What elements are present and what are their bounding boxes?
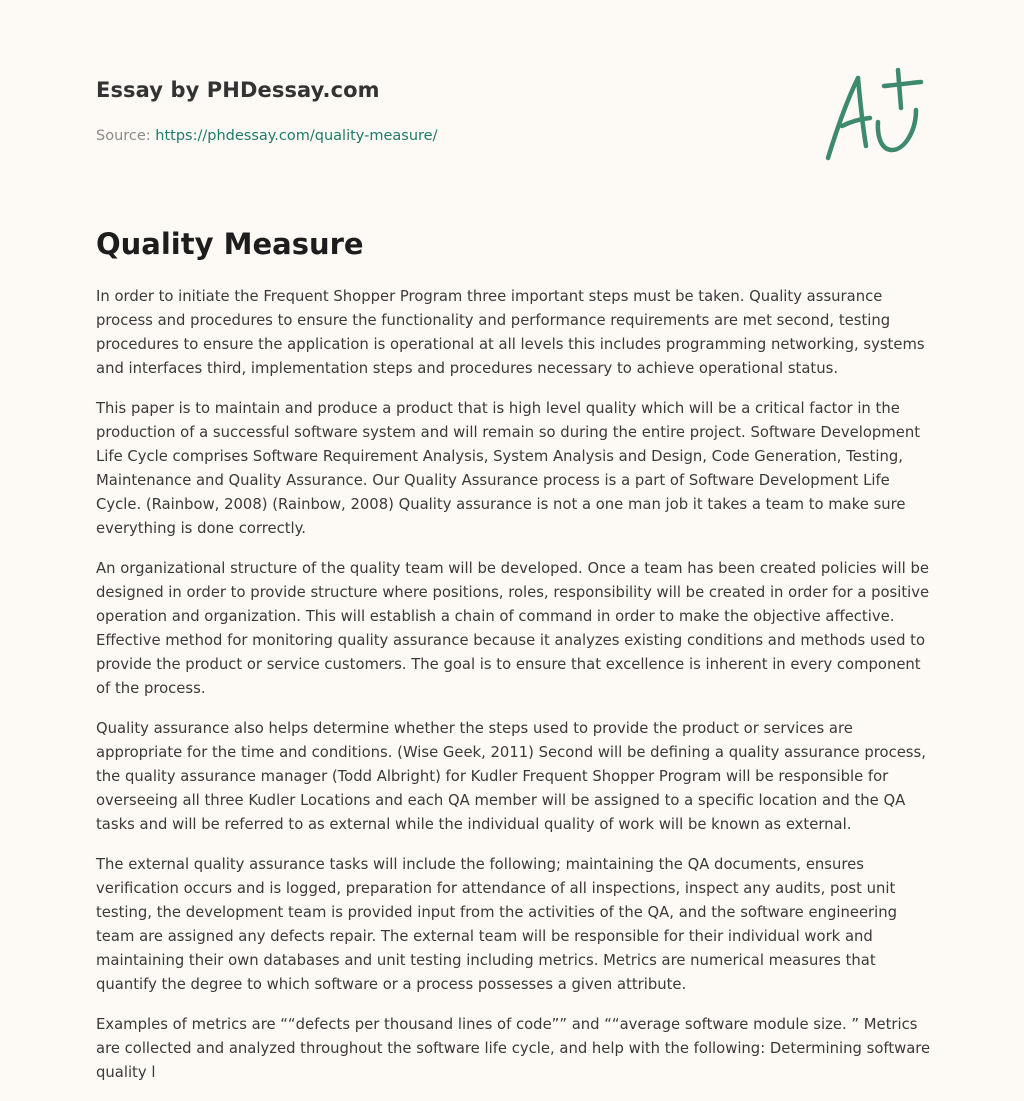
essay-body <box>96 285 932 1101</box>
source-line <box>96 126 796 146</box>
source-link[interactable]: https://phdessay.com/quality-measure/ <box>155 128 438 144</box>
essay-paragraph: This paper is to maintain and produce a product that is high level quality which will be a critical factor in the production of a successful software system and will remain so during the entire project. Software Development Life Cycle comprises Software Requirement Analysis, System Analysis and Design, Code Generation, Testing, Maintenance and Quality Assurance. Our Quality Assurance process is a part of Software Development Life Cycle. (Rainbow, 2008) (Rainbow, 2008) Quality assurance is not a one man job it takes a team to make sure everything is done correctly. <box>96 400 920 537</box>
essay-paragraph: An organizational structure of the quality team will be developed. Once a team has been created policies will be designed in order to provide structure where positions, roles, responsibility will be created in order for a positive operation and organization. This will establish a chain of command in order to make the objective affective. Effective method for monitoring quality assurance because it analyzes existing conditions and methods used to provide the product or service customers. The goal is to ensure that excellence is inherent in every component of the process. <box>96 560 930 697</box>
site-title: Essay by PHDessay.com <box>96 78 380 102</box>
essay-paragraph: Quality assurance also helps determine whether the steps used to provide the product or services are appropriate for the time and conditions. (Wise Geek, 2011) Second will be defining a quality assurance process, the quality assurance manager (Todd Albright) for Kudler Frequent Shopper Program will be responsible for overseeing all three Kudler Locations and each QA member will be assigned to a specific location and the QA tasks and will be referred to as external while the individual quality of work will be known as external. <box>96 720 926 833</box>
source-label: Source: <box>96 128 156 144</box>
essay-paragraph: In order to initiate the Frequent Shopper Program three important steps must be taken. Quality assurance process and procedures to ensure the functionality and performance requirements are met second, testing procedures to ensure the application is operational at all levels this includes programming networking, systems and interfaces third, implementation steps and procedures necessary to achieve operational status. <box>96 288 925 377</box>
essay-title: Quality Measure <box>96 227 364 261</box>
essay-paragraph: Examples of metrics are ““defects per thousand lines of code”” and ““average software module size. ” Metrics are collected and analyzed throughout the software life cycle, and help with the following: Determining software quality l <box>96 1016 931 1081</box>
essay-paragraph: The external quality assurance tasks will include the following; maintaining the QA documents, ensures verification occurs and is logged, preparation for attendance of all inspections, inspect any audits, post unit testing, the development team is provided input from the activities of the QA, and the software engineering team are assigned any defects repair. The external team will be responsible for their individual work and maintaining their own databases and unit testing including metrics. Metrics are numerical measures that quantify the degree to which software or a process possesses a given attribute. <box>96 856 898 993</box>
header <box>96 76 796 146</box>
a-plus-logo-icon <box>822 66 932 166</box>
